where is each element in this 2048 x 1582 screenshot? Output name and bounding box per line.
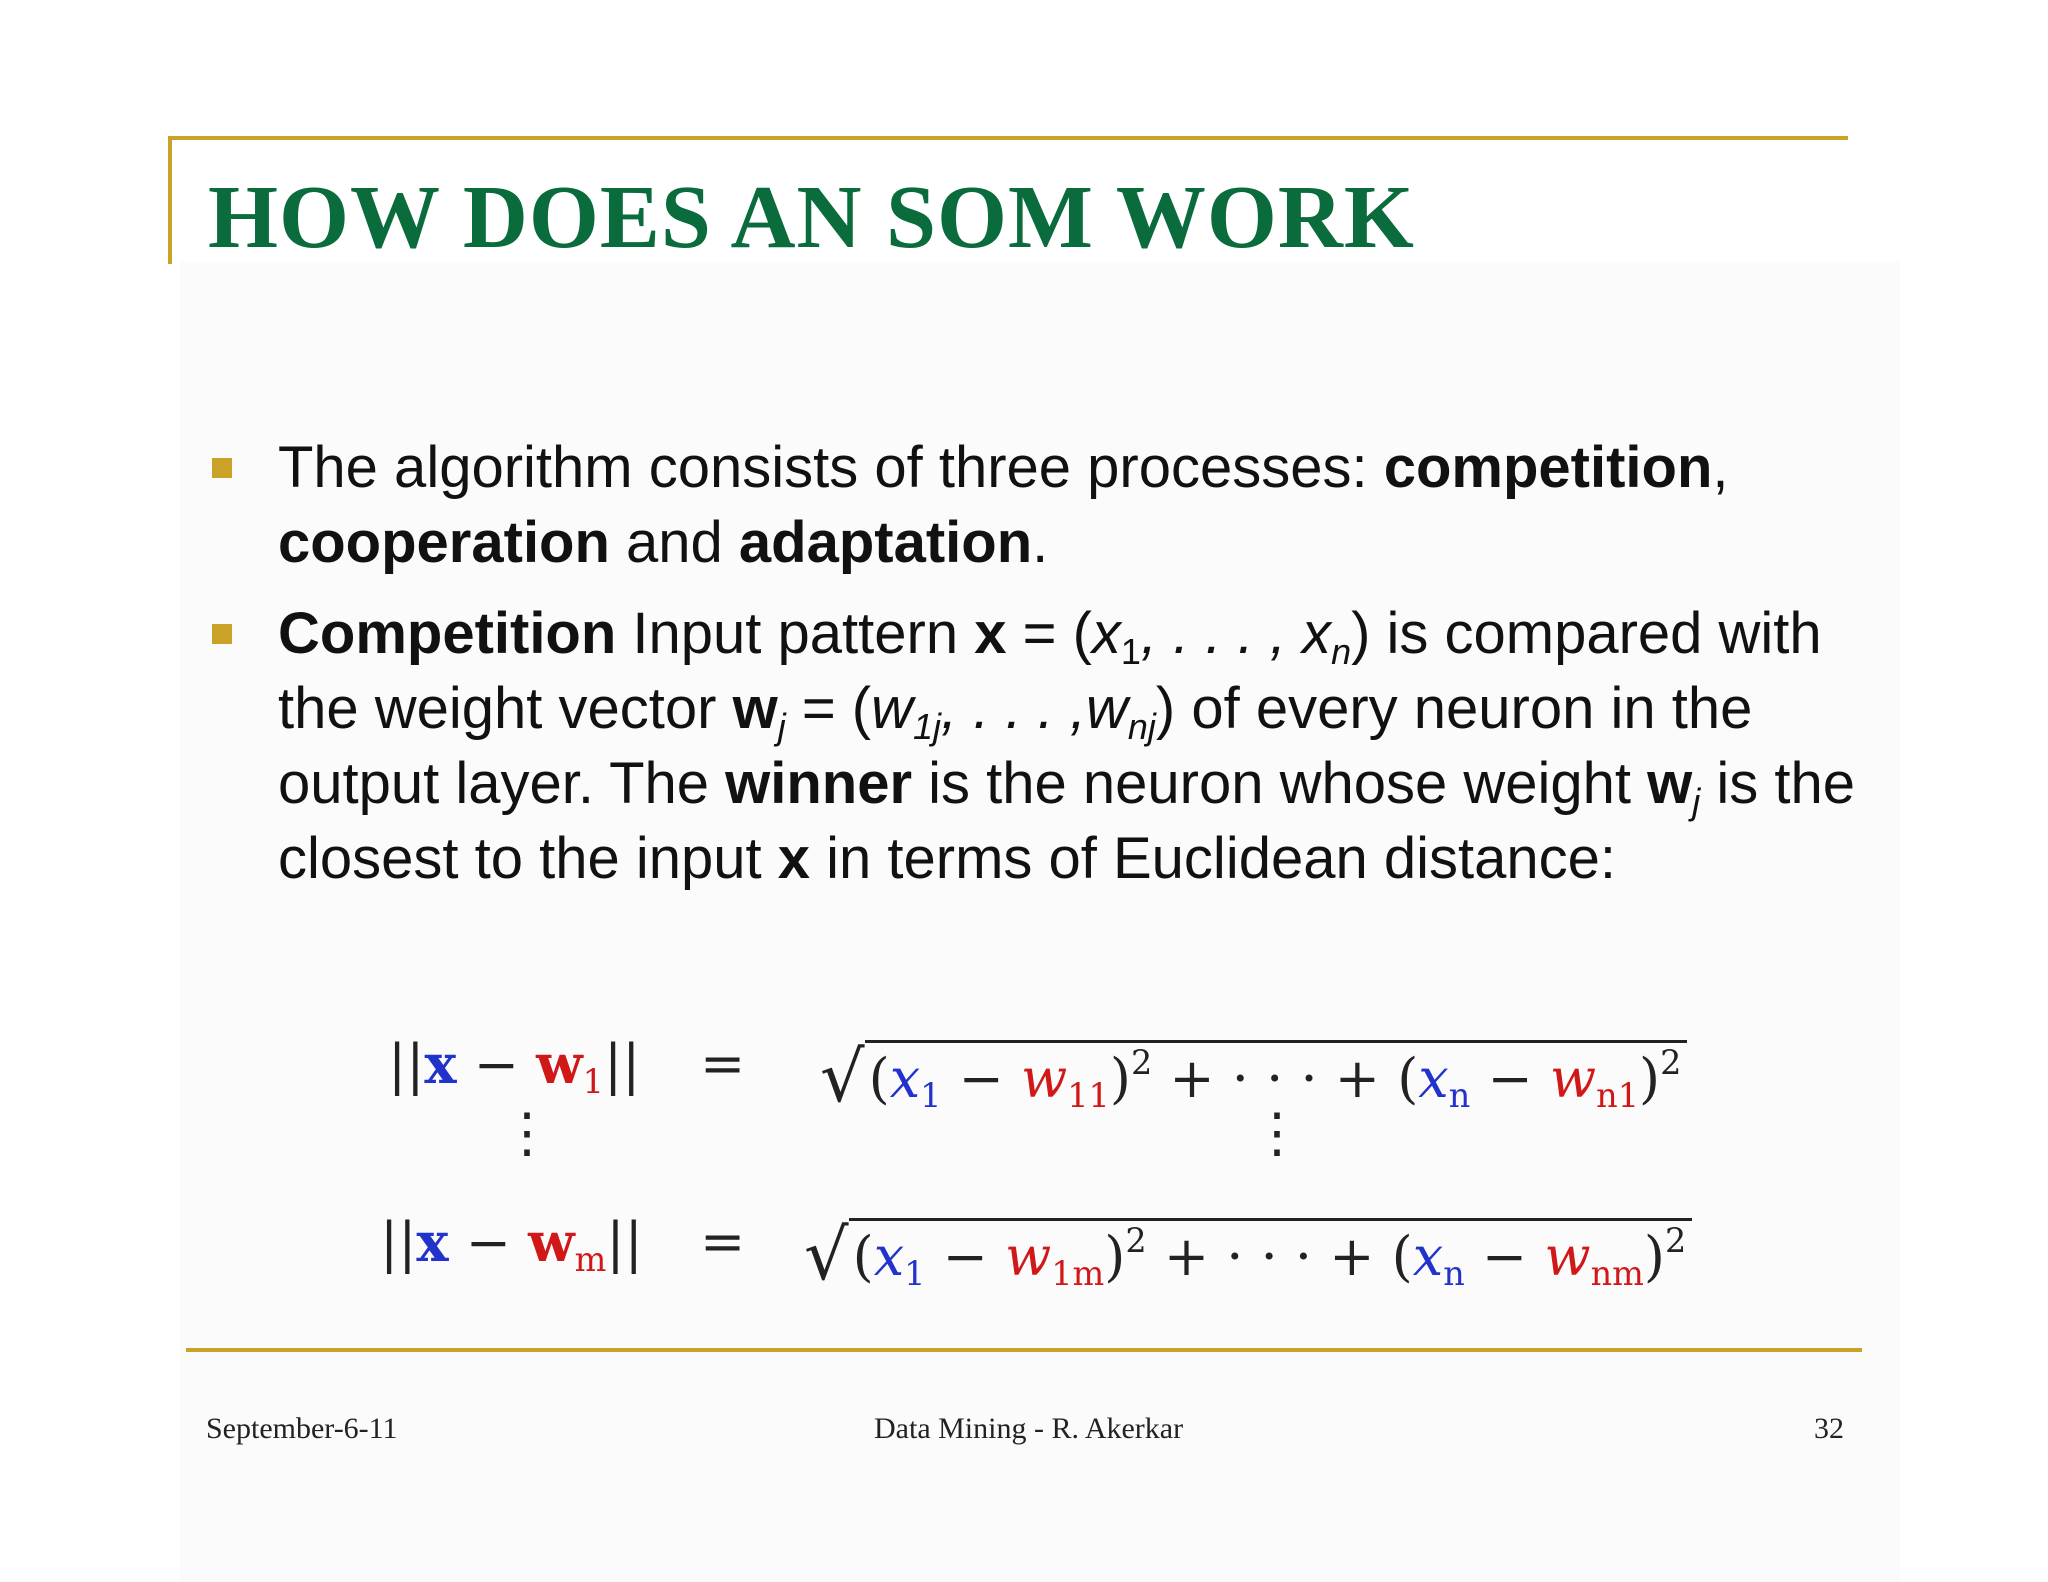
superscript: 2: [1664, 1220, 1687, 1260]
italic-symbol: w: [871, 676, 914, 741]
paren: (: [852, 1225, 874, 1288]
equation-rhs: [804, 1210, 1692, 1296]
italic-symbol: , . . . ,w: [941, 676, 1128, 741]
equals-sign: =: [700, 1210, 746, 1273]
text-run: The algorithm consists of three processes:: [278, 435, 1384, 500]
title-frame-left-rule: [168, 136, 172, 264]
minus-sign: −: [448, 1211, 529, 1274]
text-run: = (: [1006, 601, 1092, 666]
euclidean-distance-equations: [380, 1010, 1740, 1310]
subscript: 1: [920, 1076, 942, 1116]
slide-body: [200, 430, 1860, 912]
subscript: j: [777, 705, 786, 747]
subscript: 1: [1120, 630, 1141, 672]
text-run: .: [1032, 510, 1049, 575]
superscript: 2: [1660, 1042, 1682, 1082]
norm-bar: ||: [603, 1033, 641, 1096]
vector-x: x: [424, 1032, 457, 1096]
ellipsis-sum: + · · · +: [1146, 1225, 1392, 1288]
subscript: 1: [904, 1254, 926, 1294]
minus-sign: −: [1464, 1225, 1545, 1288]
subscript: nm: [1590, 1254, 1644, 1294]
bold-term-competition: competition: [1383, 435, 1713, 500]
equals-sign: =: [700, 1032, 746, 1095]
title-frame-top-rule: [168, 136, 1848, 140]
radicand: [849, 1218, 1693, 1294]
italic-symbol: x: [1091, 601, 1121, 666]
subscript: 1j: [913, 705, 941, 747]
bold-symbol: w: [1647, 751, 1693, 816]
bold-term-winner: winner: [725, 751, 913, 816]
minus-sign: −: [925, 1225, 1006, 1288]
equation-lhs: [388, 1032, 641, 1102]
subscript: m: [574, 1240, 607, 1280]
equation-lhs: [380, 1210, 643, 1280]
paren: ): [1109, 1047, 1131, 1110]
bold-term-cooperation: cooperation: [278, 510, 610, 575]
footer-rule: [186, 1348, 1862, 1352]
vector-w: w: [536, 1032, 583, 1096]
term-x: x: [1418, 1047, 1449, 1110]
superscript: 2: [1125, 1220, 1147, 1260]
bold-term-competition: Competition: [278, 601, 617, 666]
minus-sign: −: [941, 1047, 1022, 1110]
text-run: ) is compared with the weight vector: [278, 601, 1822, 741]
term-x: x: [873, 1225, 905, 1288]
minus-sign: −: [456, 1033, 537, 1096]
text-run: ) of every neuron in the output layer. The: [278, 676, 1753, 816]
equation-row-last: [380, 1210, 1740, 1296]
superscript: 2: [1130, 1042, 1153, 1082]
bullet-text: [278, 596, 1860, 896]
subscript: n1: [1596, 1076, 1639, 1116]
norm-bar: ||: [388, 1033, 425, 1096]
equation-row-first: [380, 1032, 1740, 1118]
paren: (: [1397, 1047, 1419, 1110]
square-bullet-icon: [212, 458, 232, 478]
text-run: Input pattern: [616, 601, 975, 666]
bullet-item: [200, 430, 1860, 580]
bold-symbol: w: [732, 676, 778, 741]
bullet-text: [278, 430, 1860, 580]
text-run: is the neuron whose weight: [912, 751, 1648, 816]
term-x: x: [1412, 1225, 1444, 1288]
paren: (: [868, 1047, 890, 1110]
text-run: is the closest to the input: [278, 751, 1856, 891]
subscript: 1: [582, 1062, 604, 1102]
subscript: n: [1331, 630, 1352, 672]
footer-title: Data Mining - R. Akerkar: [874, 1412, 1184, 1445]
bold-symbol: x: [974, 601, 1007, 666]
bullet-item: [200, 596, 1860, 896]
subscript: nj: [1127, 705, 1156, 747]
paren: ): [1643, 1225, 1665, 1288]
term-w: w: [1005, 1225, 1052, 1288]
subscript: 1m: [1051, 1254, 1105, 1294]
text-run: in terms of Euclidean distance:: [810, 826, 1616, 891]
slide-title: HOW DOES AN SOM WORK: [208, 168, 1415, 267]
subscript: n: [1448, 1076, 1471, 1116]
vector-w: w: [528, 1210, 575, 1274]
square-bullet-icon: [212, 624, 232, 644]
subscript: n: [1443, 1254, 1465, 1294]
text-run: and: [609, 510, 739, 575]
bold-term-adaptation: adaptation: [738, 510, 1033, 575]
subscript: j: [1692, 780, 1701, 822]
vector-x: x: [416, 1210, 449, 1274]
italic-symbol: , . . . , x: [1140, 601, 1332, 666]
page-number: 32: [1814, 1412, 1844, 1445]
text-run: = (: [785, 676, 872, 741]
paren: ): [1639, 1047, 1661, 1110]
subscript: 11: [1067, 1076, 1110, 1116]
term-w: w: [1021, 1047, 1068, 1110]
ellipsis-sum: + · · · +: [1152, 1047, 1398, 1110]
norm-bar: ||: [606, 1211, 643, 1274]
vertical-ellipsis-rhs: ⋮: [1250, 1101, 1304, 1164]
square-root-icon: √: [820, 1036, 865, 1118]
vertical-ellipsis-lhs: ⋮: [500, 1101, 554, 1164]
minus-sign: −: [1470, 1047, 1550, 1110]
term-x: x: [889, 1047, 921, 1110]
square-root-icon: √: [804, 1214, 849, 1296]
bold-symbol: x: [777, 826, 811, 891]
paren: (: [1391, 1225, 1413, 1288]
radicand: [865, 1040, 1688, 1116]
footer-date: September-6-11: [206, 1412, 398, 1445]
text-run: ,: [1712, 435, 1729, 500]
paren: ): [1104, 1225, 1126, 1288]
term-w: w: [1549, 1047, 1597, 1110]
term-w: w: [1544, 1225, 1591, 1288]
norm-bar: ||: [380, 1211, 417, 1274]
